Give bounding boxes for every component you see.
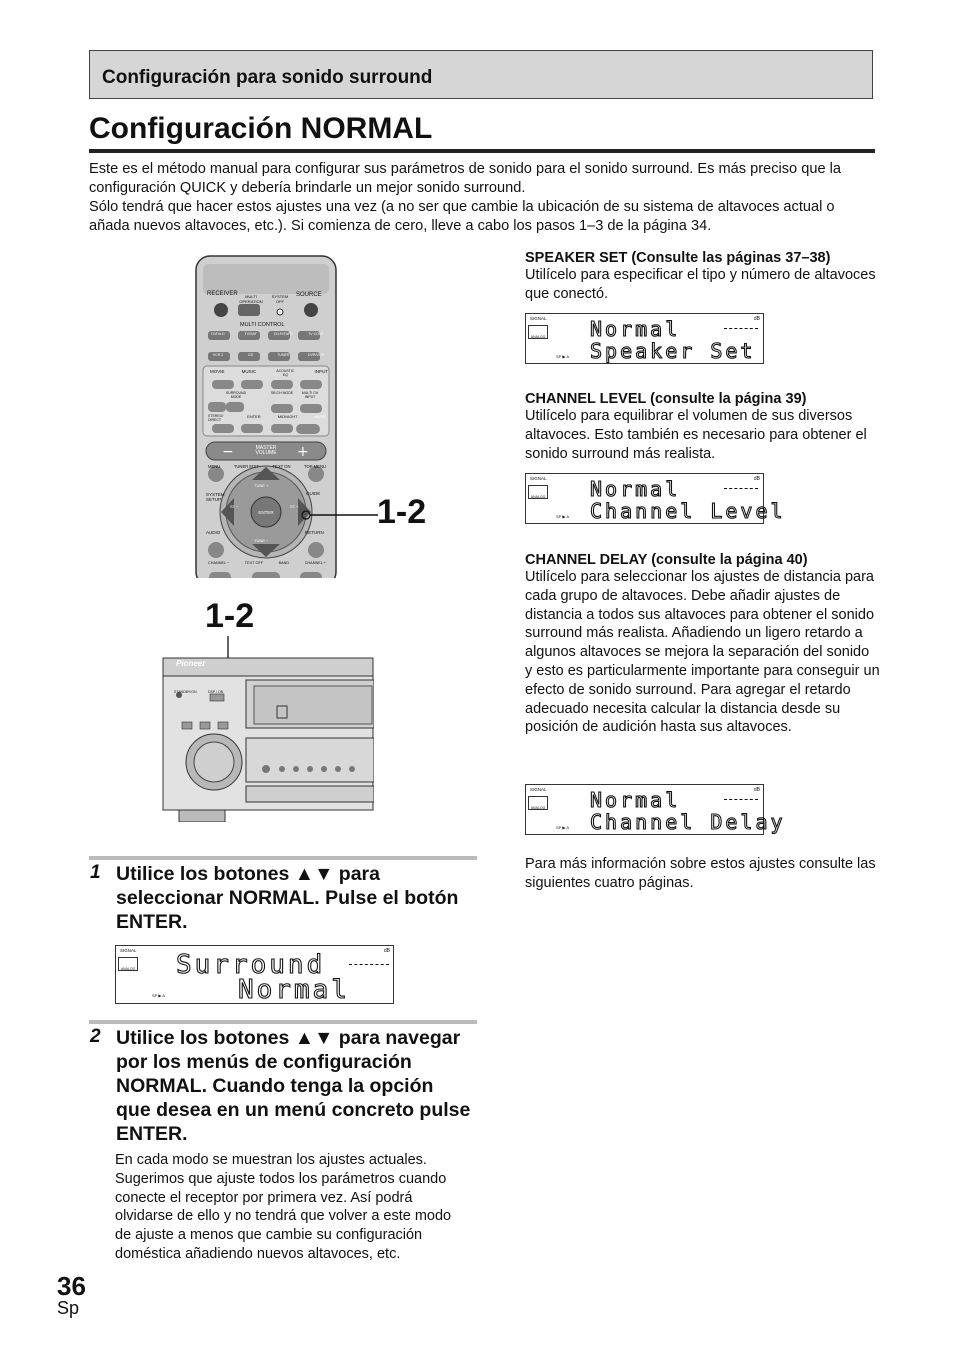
channel-delay-heading: CHANNEL DELAY (consulte la página 40)	[525, 552, 808, 568]
intro-p2: Sólo tendrá que hacer estos ajustes una vez (a no ser que cambie la ubicación de su sistema de altavoces actual o añada nuevos altavoces, etc.). Si comienza de cero, lleve a cabo los pasos 1–3 de la página 34.	[89, 199, 835, 234]
remote-audio[interactable]: AUDIO	[206, 530, 221, 535]
lcd-channel-delay	[525, 784, 786, 835]
section-channel-level	[525, 391, 880, 463]
remote-acoustic-eq[interactable]: ACOUSTIC EQ	[276, 369, 295, 377]
receiver-body	[162, 656, 374, 822]
lcd-speaker-set	[525, 313, 764, 364]
lcd-step1	[115, 945, 394, 1004]
lcd-db-label: dB	[753, 316, 760, 322]
remote-row1	[207, 332, 327, 336]
channel-level-body: Utilícelo para equilibrar el volumen de sus diversos altavoces. Esto también es necesario para obtener el sonido surround más realista.	[525, 408, 867, 462]
receiver-brand-logo: Pioneer	[176, 659, 206, 668]
remote-row2	[207, 353, 327, 357]
lcd-db-label: dB	[753, 476, 760, 482]
remote-surround-mode: SURROUND MODE	[225, 391, 247, 399]
lcd-signal-label: SIGNAL	[530, 476, 547, 481]
remote-text-on[interactable]: TEXT ON	[272, 464, 291, 469]
remote-modes3	[208, 414, 326, 422]
lcd-delay-line2: Channel Delay	[590, 810, 786, 834]
remote-enter-small[interactable]: ENTER	[247, 414, 261, 419]
remote-btn-tvcont[interactable]: TV CONT	[308, 332, 324, 336]
remote-top-menu[interactable]: TOP MENU	[304, 464, 326, 469]
step2-rule	[89, 1020, 477, 1024]
lcd-level-line1: Normal	[590, 477, 681, 501]
svg-text:−: −	[222, 444, 234, 460]
lcd-dash-indicator	[724, 488, 758, 489]
lcd-dash-indicator	[349, 964, 389, 965]
lcd-sp-label: SP ▶ A	[152, 993, 166, 998]
remote-system-setup[interactable]: SYSTEM SETUP	[206, 492, 225, 502]
step1-rule	[89, 856, 477, 860]
remote-mute[interactable]: MUTE	[314, 414, 326, 419]
remote-music[interactable]: MUSIC	[241, 369, 257, 374]
page-title: Configuración NORMAL	[89, 112, 433, 145]
lcd-sp-label: SP ▶ A	[556, 825, 570, 830]
remote-master-volume[interactable]: MASTER VOLUME	[255, 445, 277, 456]
lcd-db-label: dB	[753, 787, 760, 793]
remote-multiop-label: MULTI OPERATION	[239, 294, 263, 304]
step2-number: 2	[90, 1026, 101, 1047]
callout-label-receiver: 1-2	[205, 597, 255, 635]
title-rule	[89, 149, 875, 153]
lcd-signal-label: SIGNAL	[530, 787, 547, 792]
remote-input[interactable]: INPUT	[314, 369, 328, 374]
remote-btn-cdr[interactable]: CD-R/TAPE	[273, 332, 293, 336]
lcd-sp-label: SP ▶ A	[556, 354, 570, 359]
receiver-illustration	[162, 656, 374, 822]
callout-line-remote	[300, 505, 380, 525]
remote-systemoff-label: SYSTEM OFF	[271, 294, 289, 304]
lcd-speaker-line2: Speaker Set	[590, 339, 756, 363]
remote-channel-minus[interactable]: CHANNEL −	[208, 561, 230, 565]
intro	[89, 160, 879, 236]
remote-illustration	[194, 254, 338, 578]
remote-btn-cd[interactable]: CD	[248, 353, 254, 357]
lcd-level-line2: Channel Level	[590, 499, 786, 523]
speaker-set-heading: SPEAKER SET (Consulte las páginas 37–38)	[525, 250, 831, 266]
remote-tune-up[interactable]: TUNE +	[254, 483, 269, 488]
lcd-sp-label: SP ▶ A	[556, 514, 570, 519]
lcd-signal-label: SIGNAL	[530, 316, 547, 321]
receiver-standby-label[interactable]: STANDBY/ON	[174, 690, 197, 694]
lcd-analog-label: ANALOG	[528, 485, 548, 499]
intro-p1: Este es el método manual para configurar sus parámetros de sonido para el sonido surround. Es más preciso que la configuración QUICK y debería brindarle un mejor sonido surround.	[89, 161, 841, 196]
lcd-analog-label: ANALOG	[118, 957, 138, 971]
remote-channel-plus[interactable]: CHANNEL +	[304, 561, 326, 565]
lcd-analog-label: ANALOG	[528, 796, 548, 810]
channel-level-heading: CHANNEL LEVEL (consulte la página 39)	[525, 391, 807, 407]
lcd-analog-label: ANALOG	[528, 325, 548, 339]
more-info: Para más información sobre estos ajustes consulte las siguientes cuatro páginas.	[525, 856, 876, 891]
lcd-speaker-line1: Normal	[590, 317, 681, 341]
remote-return[interactable]: RETURN	[305, 530, 324, 535]
lcd-dash-indicator	[724, 799, 758, 800]
remote-enter[interactable]: ENTER	[258, 510, 274, 515]
remote-menu[interactable]: MENU	[208, 464, 221, 469]
speaker-set-body: Utilícelo para especificar el tipo y número de altavoces que conectó.	[525, 267, 876, 302]
remote-band[interactable]: BAND	[278, 561, 290, 565]
page-number: 36	[57, 1271, 86, 1301]
section-speaker-set	[525, 250, 880, 304]
svg-text:+: +	[297, 444, 309, 460]
section-banner	[89, 50, 873, 99]
channel-delay-body: Utilícelo para seleccionar los ajustes de distancia para cada grupo de altavoces. Debe añadir ajustes de distancia a todos sus altavoces para obtener el sonido surround más realista. Añadiendo un ligero retardo a algunos altavoces se mejora la separación del sonido y esto es particularmente importante para conseguir un efecto de sonido surround. Para agregar el retardo adecuado necesita calcular la distancia desde su posición de audición hasta sus altavoces.	[525, 569, 880, 736]
lcd-db-label: dB	[383, 948, 390, 954]
remote-multicontrol-label: MULTI CONTROL	[240, 322, 285, 328]
remote-multi-ch-input: MULTI CH INPUT	[301, 391, 319, 399]
page-language: Sp	[57, 1298, 80, 1318]
remote-station-minus[interactable]: ST −	[230, 504, 239, 509]
remote-btn-tuner[interactable]: TUNER	[277, 353, 290, 357]
remote-station-plus[interactable]: ST +	[290, 504, 299, 509]
remote-midnight[interactable]: MIDNIGHT	[277, 414, 298, 419]
lcd-channel-level	[525, 473, 786, 524]
lcd-step1-line1: Surround	[176, 950, 326, 980]
banner-text: Configuración para sonido surround	[102, 67, 433, 88]
remote-text-off[interactable]: TEXT OFF	[244, 561, 264, 565]
remote-tune-down[interactable]: TUNE −	[254, 538, 269, 543]
remote-modes	[210, 369, 328, 377]
remote-bottom-row	[208, 561, 326, 565]
remote-movie[interactable]: MOVIE	[210, 369, 225, 374]
remote-btn-tvsat[interactable]: TV/SAT	[244, 332, 257, 336]
lcd-dash-indicator	[724, 328, 758, 329]
remote-menu-row	[208, 464, 326, 469]
section-channel-delay	[525, 552, 880, 737]
remote-guide[interactable]: GUIDE	[306, 491, 321, 496]
step1-text: Utilice los botones ▲▼ para seleccionar NORMAL. Pulse el botón ENTER.	[116, 863, 459, 933]
receiver-dsp-label[interactable]: DSP / ON	[208, 690, 224, 694]
lcd-delay-line1: Normal	[590, 788, 681, 812]
lcd-step1-line2: Normal	[238, 975, 350, 1005]
remote-source-label: SOURCE	[296, 292, 322, 298]
remote-sb-ch-mode: SB CH MODE	[270, 391, 294, 395]
remote-stereo-direct[interactable]: STEREO/ DIRECT	[208, 414, 224, 422]
lcd-signal-label: SIGNAL	[120, 948, 137, 953]
remote-btn-dvr[interactable]: DVR/VCR	[307, 353, 325, 357]
step1-number: 1	[90, 862, 101, 883]
remote-receiver-label: RECEIVER	[207, 291, 238, 297]
remote-btn-vcr2[interactable]: VCR 2	[212, 353, 224, 357]
step2-text: Utilice los botones ▲▼ para navegar por los menús de configuración NORMAL. Cuando tenga la opción que desea en un menú concreto pulse ENTER.	[116, 1027, 471, 1145]
callout-label-remote: 1-2	[377, 493, 427, 531]
step2-body: En cada modo se muestran los ajustes actuales. Sugerimos que ajuste todos los parámetros cuando conecte el receptor por primera vez. Así podrá olvidarse de ello y no tendrá que volver a este modo de ajuste a menos que cambie su configuración doméstica añadiendo nuevos altavoces, etc.	[115, 1152, 452, 1262]
remote-btn-dvd[interactable]: DVD/LD	[211, 332, 225, 336]
remote-tuner-edit[interactable]: TUNER EDIT	[233, 464, 259, 469]
